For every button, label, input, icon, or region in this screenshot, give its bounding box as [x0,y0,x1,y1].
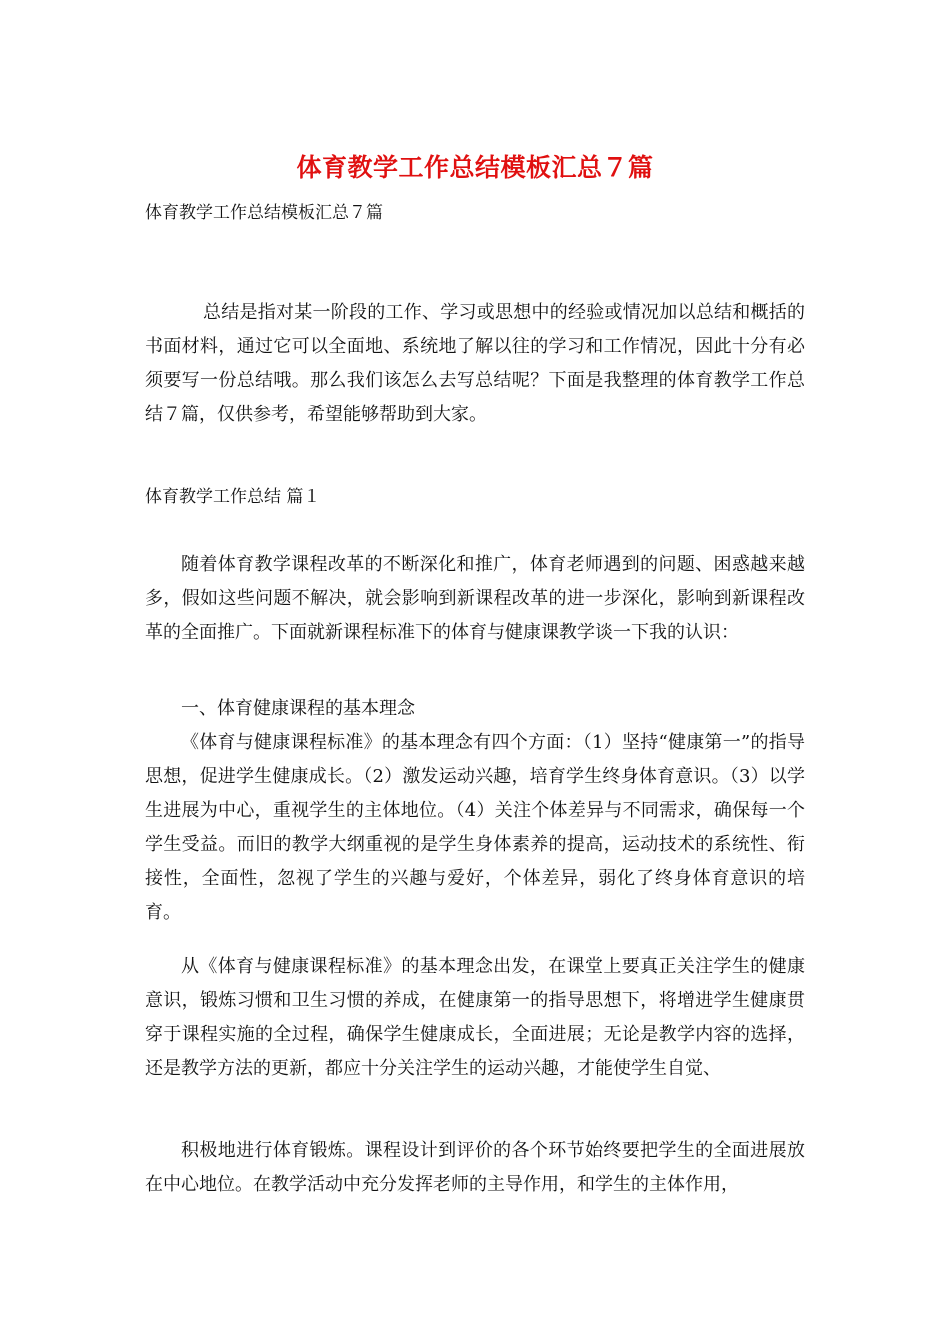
intro-paragraph: 总结是指对某一阶段的工作、学习或思想中的经验或情况加以总结和概括的书面材料，通过它可以全面地、系统地了解以往的学习和工作情况，因此十分有必须要写一份总结哦。那么我们该怎么去写总结呢？下面是我整理的体育教学工作总结７篇，仅供参考，希望能够帮助到大家。 [145,302,805,425]
document-subtitle: 体育教学工作总结模板汇总７篇 [145,203,383,223]
section-heading: 体育教学工作总结 篇１ [145,487,321,507]
subheading-1: 一、体育健康课程的基本理念 [181,698,415,719]
body-paragraph-4: 积极地进行体育锻炼。课程设计到评价的各个环节始终要把学生的全面进展放在中心地位。在教学活动中充分发挥老师的主导作用，和学生的主体作用， [145,1140,805,1195]
body-paragraph-1: 随着体育教学课程改革的不断深化和推广，体育老师遇到的问题、困惑越来越多，假如这些问题不解决，就会影响到新课程改革的进一步深化，影响到新课程改革的全面推广。下面就新课程标准下的体育与健康课教学谈一下我的认识： [145,554,805,643]
body-paragraph-3: 从《体育与健康课程标准》的基本理念出发，在课堂上要真正关注学生的健康意识，锻炼习惯和卫生习惯的养成，在健康第一的指导思想下，将增进学生健康贯穿于课程实施的全过程，确保学生健康成长，全面进展；无论是教学内容的选择，还是教学方法的更新，都应十分关注学生的运动兴趣，才能使学生自觉、 [145,956,805,1079]
body-paragraph-2: 《体育与健康课程标准》的基本理念有四个方面：（1）坚持“健康第一”的指导思想，促进学生健康成长。（2）激发运动兴趣，培育学生终身体育意识。（3）以学生进展为中心，重视学生的主体地位。（4）关注个体差异与不同需求，确保每一个学生受益。而旧的教学大纲重视的是学生身体素养的提高，运动技术的系统性、衔接性，全面性，忽视了学生的兴趣与爱好，个体差异，弱化了终身体育意识的培育。 [145,732,805,923]
document-title: 体育教学工作总结模板汇总７篇 [296,153,654,182]
